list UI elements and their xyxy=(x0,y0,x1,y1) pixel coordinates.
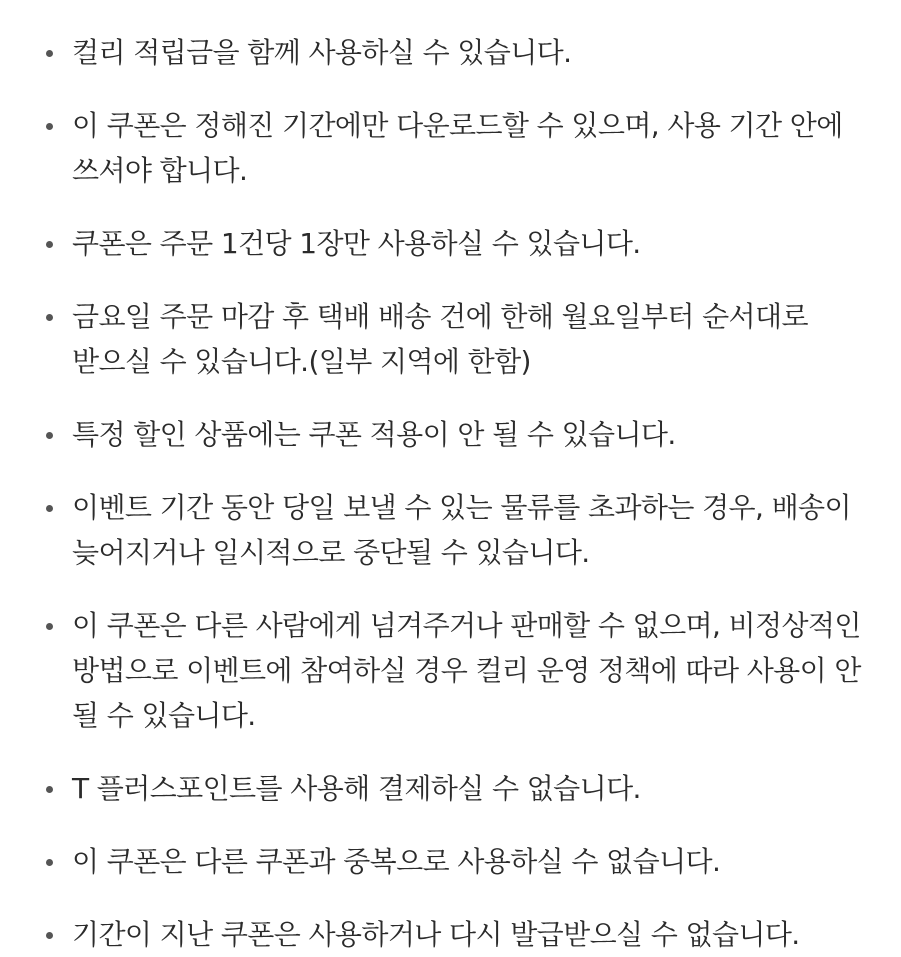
list-item xyxy=(0,30,901,75)
notice-text: 이 쿠폰은 정해진 기간에만 다운로드할 수 있으며, 사용 기간 안에 쓰셔야 합니다. xyxy=(72,109,843,187)
bullet-icon xyxy=(46,432,53,439)
notice-text: 기간이 지난 쿠폰은 사용하거나 다시 발급받으실 수 없습니다. xyxy=(72,918,800,951)
list-item xyxy=(0,294,901,384)
bullet-icon xyxy=(46,241,53,248)
bullet-icon xyxy=(46,50,53,57)
bullet-icon xyxy=(46,123,53,130)
notice-text: 이 쿠폰은 다른 쿠폰과 중복으로 사용하실 수 없습니다. xyxy=(72,845,721,878)
notice-text: 이 쿠폰은 다른 사람에게 넘겨주거나 판매할 수 없으며, 비정상적인 방법으로 이벤트에 참여하실 경우 컬리 운영 정책에 따라 사용이 안 될 수 있습니다. xyxy=(72,609,861,732)
list-item xyxy=(0,603,901,738)
notice-text: T 플러스포인트를 사용해 결제하실 수 없습니다. xyxy=(72,772,641,805)
list-item xyxy=(0,221,901,266)
list-item xyxy=(0,912,901,957)
bullet-icon xyxy=(46,505,53,512)
bullet-icon xyxy=(46,786,53,793)
list-item xyxy=(0,839,901,884)
notice-list xyxy=(0,30,901,957)
notice-text: 쿠폰은 주문 1건당 1장만 사용하실 수 있습니다. xyxy=(72,227,641,260)
notice-text: 특정 할인 상품에는 쿠폰 적용이 안 될 수 있습니다. xyxy=(72,418,676,451)
list-item xyxy=(0,485,901,575)
bullet-icon xyxy=(46,623,53,630)
notice-text: 컬리 적립금을 함께 사용하실 수 있습니다. xyxy=(72,36,572,69)
bullet-icon xyxy=(46,314,53,321)
list-item xyxy=(0,103,901,193)
bullet-icon xyxy=(46,932,53,939)
list-item xyxy=(0,412,901,457)
notice-text: 금요일 주문 마감 후 택배 배송 건에 한해 월요일부터 순서대로 받으실 수 있습니다.(일부 지역에 한함) xyxy=(72,300,808,378)
list-item xyxy=(0,766,901,811)
bullet-icon xyxy=(46,859,53,866)
notice-text: 이벤트 기간 동안 당일 보낼 수 있는 물류를 초과하는 경우, 배송이 늦어지거나 일시적으로 중단될 수 있습니다. xyxy=(72,491,851,569)
